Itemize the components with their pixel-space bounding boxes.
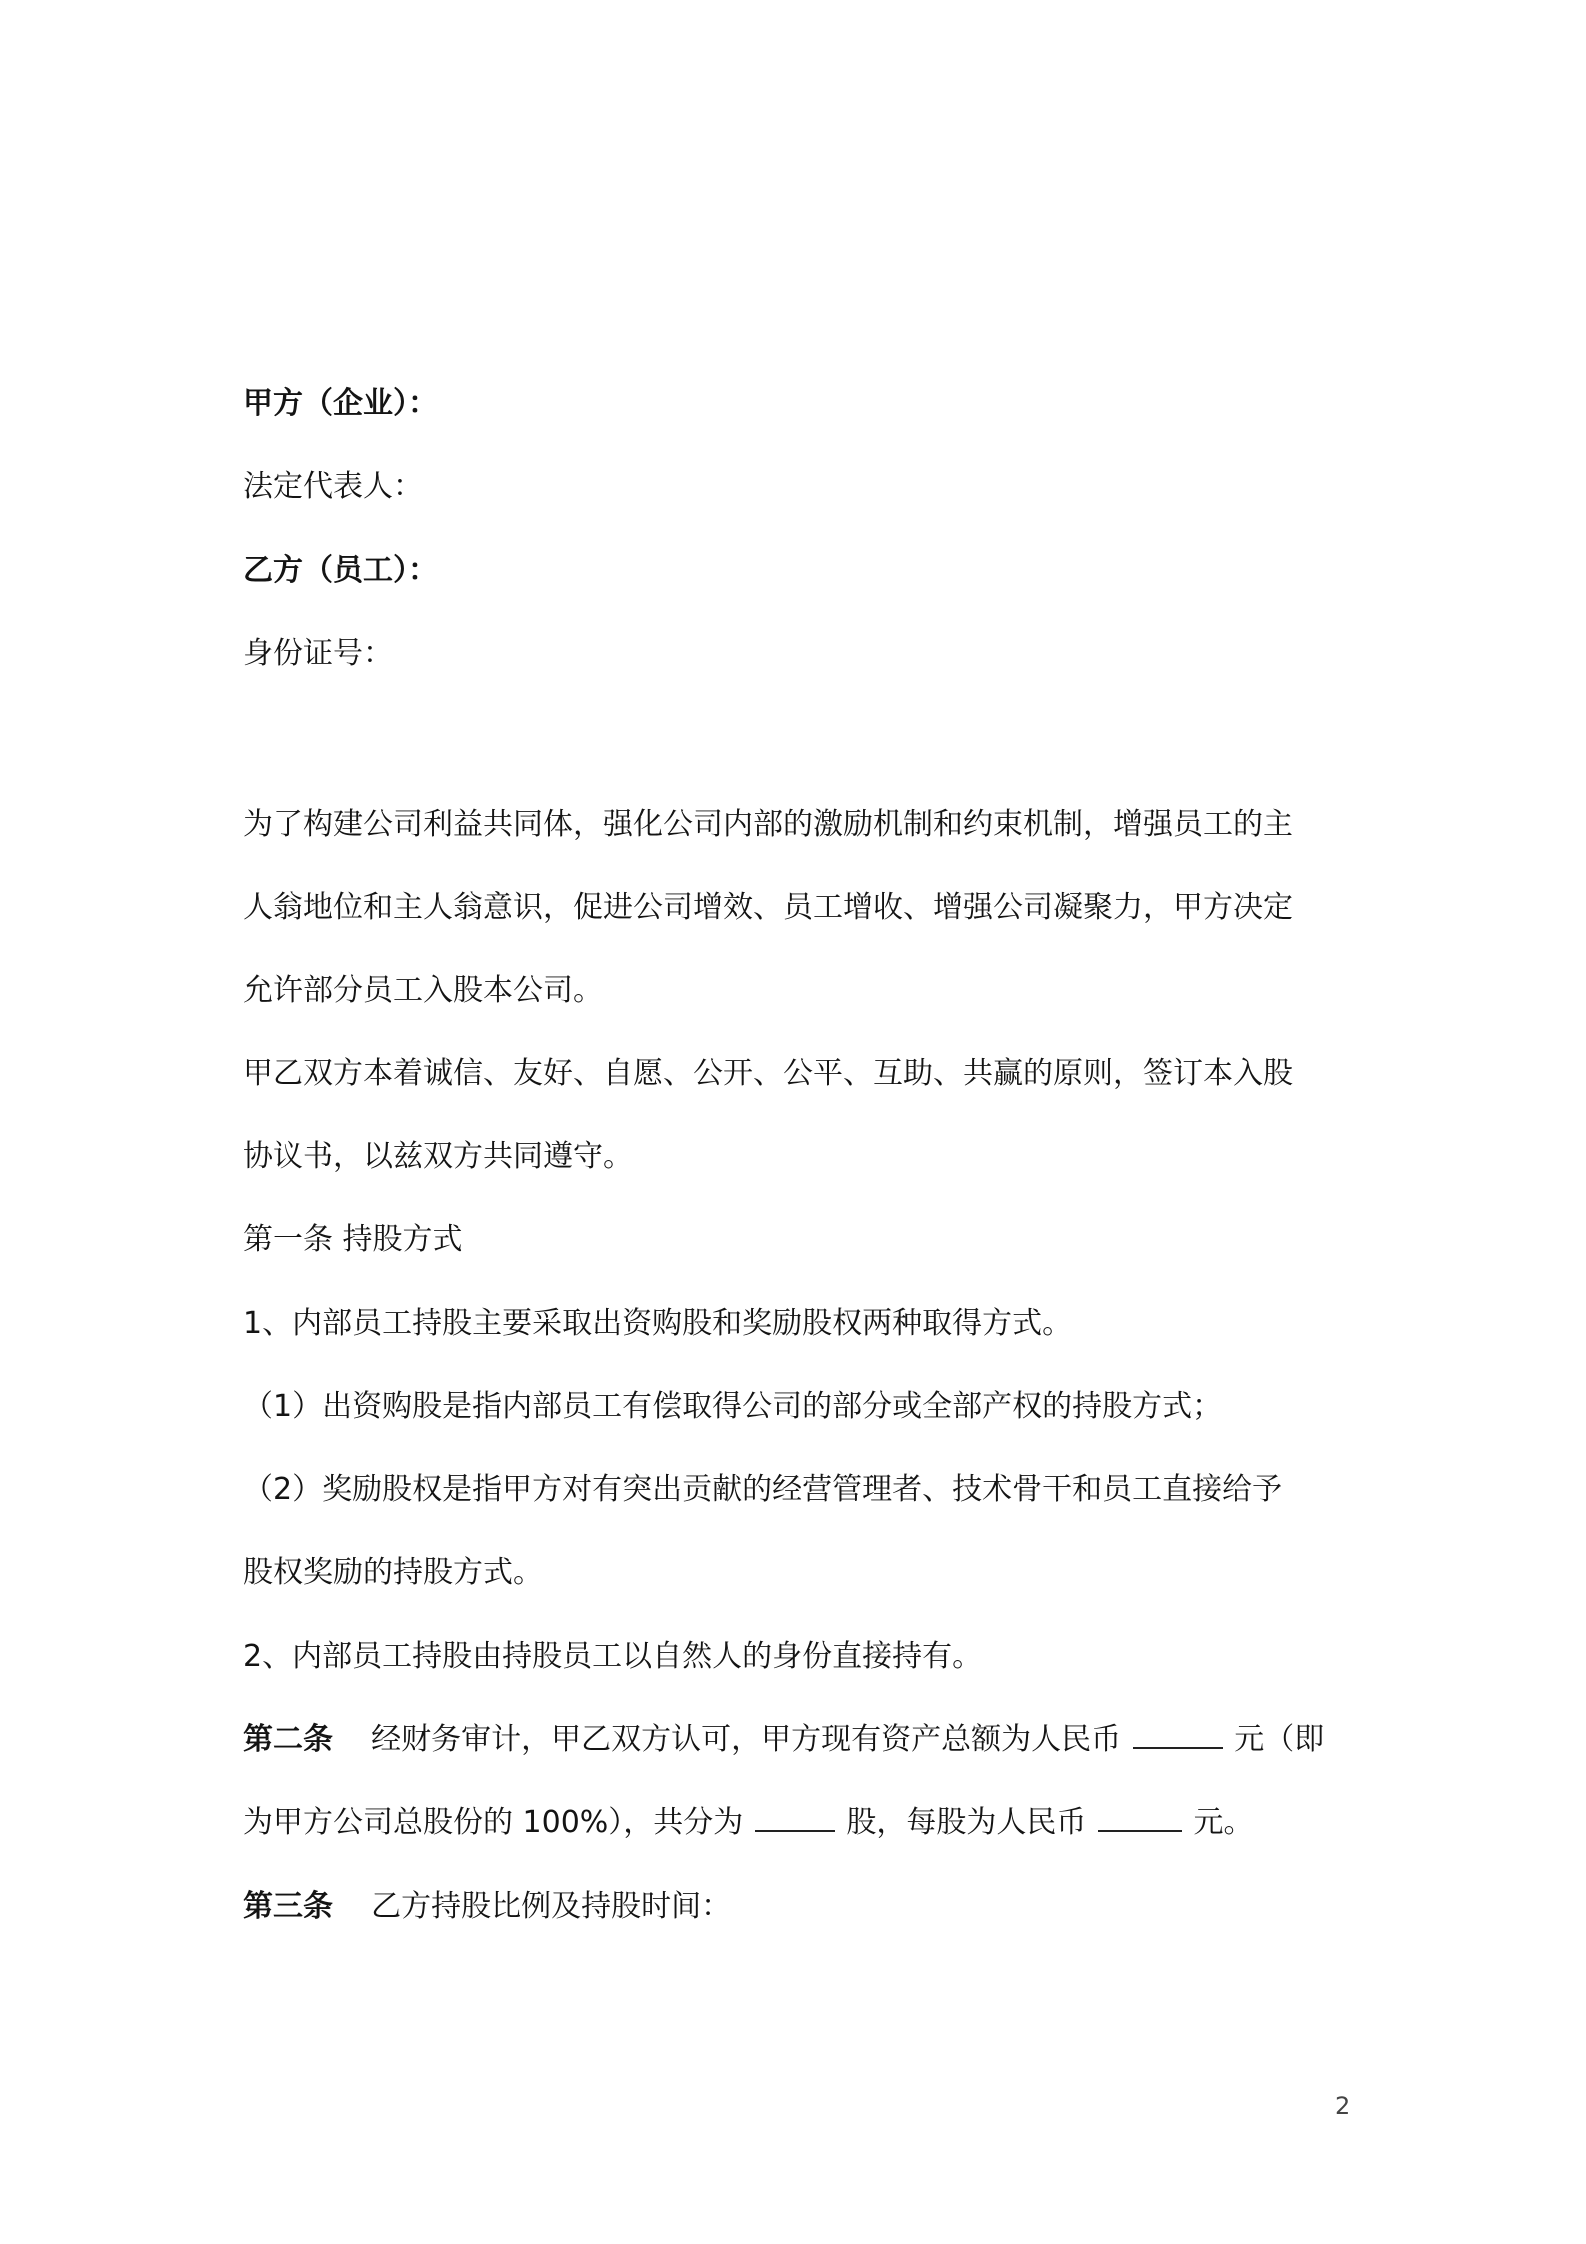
article-2-text-after: 元（即 xyxy=(1234,1722,1325,1757)
article-2-line-1 xyxy=(243,1720,1324,1760)
article-2-line-2 xyxy=(243,1803,1254,1843)
article-3-text: 乙方持股比例及持股时间： xyxy=(371,1889,732,1924)
article-3-heading: 第三条 xyxy=(243,1889,333,1924)
article-1-sub-1: （1）出资购股是指内部员工有偿取得公司的部分或全部产权的持股方式； xyxy=(243,1389,1223,1424)
party-a-label: 甲方（企业）： xyxy=(243,386,438,421)
share-price-blank[interactable] xyxy=(1098,1804,1182,1832)
article-2-text-2: 为甲方公司总股份的 100%），共分为 xyxy=(243,1805,744,1840)
intro-paragraph-line: 人翁地位和主人翁意识，促进公司增效、员工增收、增强公司凝聚力，甲方决定 xyxy=(243,890,1293,925)
intro-paragraph-line: 允许部分员工入股本公司。 xyxy=(243,973,603,1008)
article-2-text: 经财务审计，甲乙双方认可，甲方现有资产总额为人民币 xyxy=(371,1722,1122,1757)
id-number-label: 身份证号： xyxy=(243,636,393,671)
article-1-item-1: 1、内部员工持股主要采取出资购股和奖励股权两种取得方式。 xyxy=(243,1306,1073,1341)
article-1-heading: 第一条 持股方式 xyxy=(243,1222,463,1257)
legal-rep-label: 法定代表人： xyxy=(243,469,423,504)
article-1-item-2: 2、内部员工持股由持股员工以自然人的身份直接持有。 xyxy=(243,1639,983,1674)
article-2-heading: 第二条 xyxy=(243,1722,333,1757)
total-assets-blank[interactable] xyxy=(1133,1721,1223,1749)
article-2-text-end: 元。 xyxy=(1193,1805,1254,1840)
share-count-blank[interactable] xyxy=(755,1804,835,1832)
article-3-line xyxy=(243,1887,731,1927)
intro-paragraph-line: 为了构建公司利益共同体，强化公司内部的激励机制和约束机制，增强员工的主 xyxy=(243,807,1293,842)
article-1-sub-2: （2）奖励股权是指甲方对有突出贡献的经营管理者、技术骨干和员工直接给予 xyxy=(243,1472,1283,1507)
article-1-sub-2-cont: 股权奖励的持股方式。 xyxy=(243,1555,543,1590)
page-number: 2 xyxy=(1335,2092,1351,2120)
intro-paragraph-line: 协议书，以兹双方共同遵守。 xyxy=(243,1139,633,1174)
article-2-text-mid: 股，每股为人民币 xyxy=(846,1805,1087,1840)
party-b-label: 乙方（员工）： xyxy=(243,553,438,588)
intro-paragraph-line: 甲乙双方本着诚信、友好、自愿、公开、公平、互助、共赢的原则，签订本入股 xyxy=(243,1056,1293,1091)
